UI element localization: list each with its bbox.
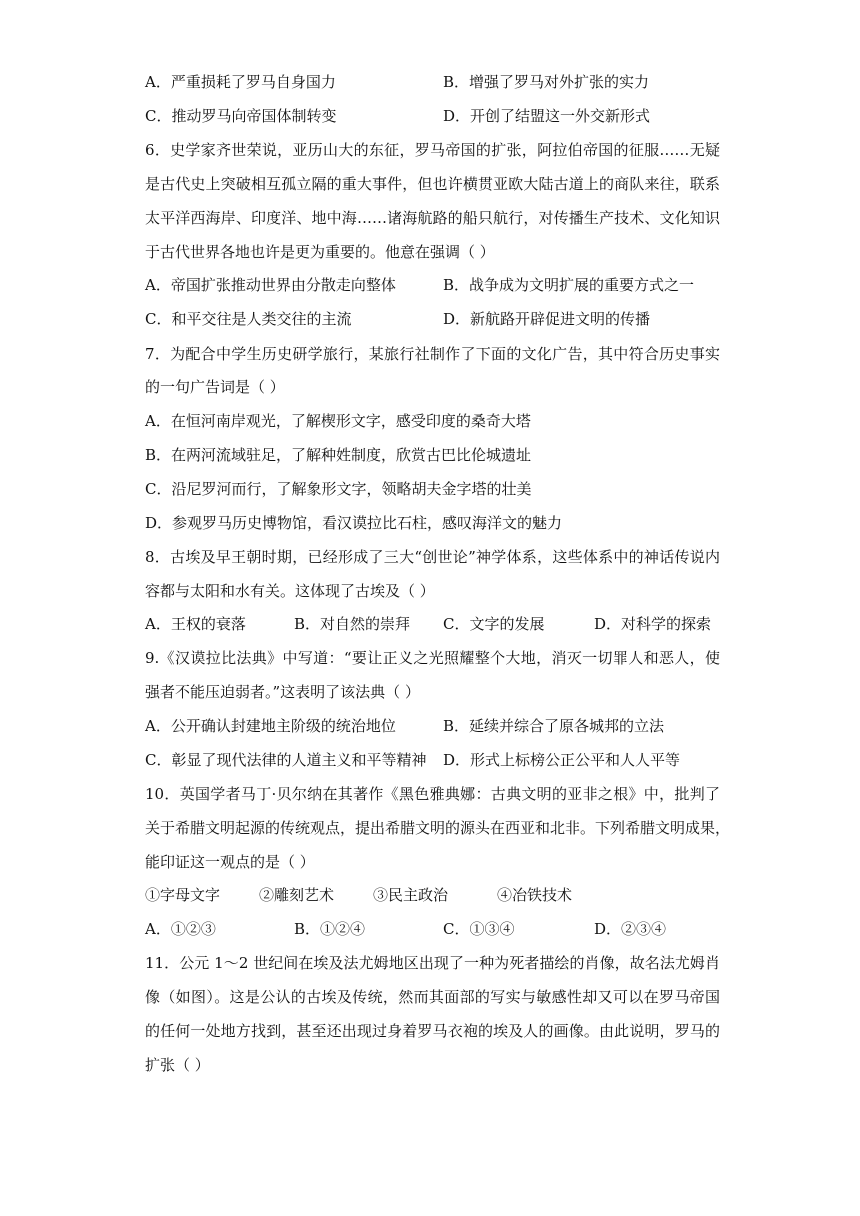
q6-stem-line-1: 6．史学家齐世荣说，亚历山大的东征，罗马帝国的扩张，阿拉伯帝国的征服……无疑 bbox=[145, 141, 720, 159]
q10-item-1: ①字母文字 bbox=[145, 886, 221, 904]
q8-option-c: C．文字的发展 bbox=[443, 615, 545, 633]
q9-option-c: C．彰显了现代法律的人道主义和平等精神 bbox=[145, 751, 427, 769]
q6-option-d: D．新航路开辟促进文明的传播 bbox=[443, 310, 651, 328]
q6-stem-line-3: 太平洋西海岸、印度洋、地中海……诸海航路的船只航行，对传播生产技术、文化知识 bbox=[145, 209, 720, 227]
q7-option-b: B．在两河流域驻足，了解种姓制度，欣赏古巴比伦城遗址 bbox=[145, 446, 532, 464]
q9-option-a: A．公开确认封建地主阶级的统治地位 bbox=[145, 717, 396, 735]
q10-option-c: C．①③④ bbox=[443, 920, 515, 938]
q10-option-d: D．②③④ bbox=[594, 920, 667, 938]
q10-item-2: ②雕刻艺术 bbox=[259, 886, 335, 904]
q10-option-a: A．①②③ bbox=[145, 920, 216, 938]
q8-stem-line-2: 容都与太阳和水有关。这体现了古埃及（ ） bbox=[145, 582, 435, 600]
q9-stem-line-2: 强者不能压迫弱者。”这表明了该法典（ ） bbox=[145, 683, 420, 701]
q6-option-c: C．和平交往是人类交往的主流 bbox=[145, 310, 352, 328]
q11-stem-line-1: 11．公元 1～2 世纪间在埃及法尤姆地区出现了一种为死者描绘的肖像，故名法尤姆肖 bbox=[145, 954, 720, 972]
q8-option-d: D．对科学的探索 bbox=[594, 615, 712, 633]
q6-option-b: B．战争成为文明扩展的重要方式之一 bbox=[443, 276, 695, 294]
q10-stem-line-1: 10．英国学者马丁·贝尔纳在其著作《黑色雅典娜：古典文明的亚非之根》中，批判了 bbox=[145, 785, 720, 803]
q10-stem-line-2: 关于希腊文明起源的传统观点，提出希腊文明的源头在西亚和北非。下列希腊文明成果， bbox=[145, 819, 731, 837]
q7-option-a: A．在恒河南岸观光，了解楔形文字，感受印度的桑奇大塔 bbox=[145, 412, 531, 430]
q10-stem-line-3: 能印证这一观点的是（ ） bbox=[145, 853, 315, 871]
q7-option-c: C．沿尼罗河而行，了解象形文字，领略胡夫金字塔的壮美 bbox=[145, 480, 532, 498]
q11-stem-line-4: 扩张（ ） bbox=[145, 1056, 210, 1074]
q10-option-b: B．①②④ bbox=[294, 920, 366, 938]
q8-option-a: A．王权的衰落 bbox=[145, 615, 246, 633]
q9-stem-line-1: 9.《汉谟拉比法典》中写道：“要让正义之光照耀整个大地，消灭一切罪人和恶人，使 bbox=[145, 649, 720, 667]
q5-option-b: B．增强了罗马对外扩张的实力 bbox=[443, 73, 650, 91]
q7-stem-line-1: 7．为配合中学生历史研学旅行，某旅行社制作了下面的文化广告，其中符合历史事实 bbox=[145, 345, 720, 363]
q8-stem-line-1: 8．古埃及早王朝时期，已经形成了三大“创世论”神学体系，这些体系中的神话传说内 bbox=[145, 548, 720, 566]
q11-stem-line-2: 像（如图）。这是公认的古埃及传统，然而其面部的写实与敏感性却又可以在罗马帝国 bbox=[145, 988, 720, 1006]
q8-option-b: B．对自然的崇拜 bbox=[294, 615, 411, 633]
q11-stem-line-3: 的任何一处地方找到，甚至还出现过身着罗马衣袍的埃及人的画像。由此说明，罗马的 bbox=[145, 1022, 720, 1040]
q10-item-4: ④冶铁技术 bbox=[497, 886, 573, 904]
q9-option-b: B．延续并综合了原各城邦的立法 bbox=[443, 717, 665, 735]
q10-item-3: ③民主政治 bbox=[373, 886, 449, 904]
q9-option-d: D．形式上标榜公正公平和人人平等 bbox=[443, 751, 681, 769]
q6-option-a: A．帝国扩张推动世界由分散走向整体 bbox=[145, 276, 396, 294]
q6-stem-line-2: 是古代史上突破相互孤立隔的重大事件，但也许横贯亚欧大陆古道上的商队来往，联系 bbox=[145, 175, 720, 193]
q5-option-c: C．推动罗马向帝国体制转变 bbox=[145, 107, 337, 125]
q6-stem-line-4: 于古代世界各地也许是更为重要的。他意在强调（ ） bbox=[145, 243, 495, 261]
q7-stem-line-2: 的一句广告词是（ ） bbox=[145, 378, 285, 396]
q7-option-d: D．参观罗马历史博物馆，看汉谟拉比石柱，感叹海洋文的魅力 bbox=[145, 514, 563, 532]
q5-option-d: D．开创了结盟这一外交新形式 bbox=[443, 107, 651, 125]
q5-option-a: A．严重损耗了罗马自身国力 bbox=[145, 73, 336, 91]
